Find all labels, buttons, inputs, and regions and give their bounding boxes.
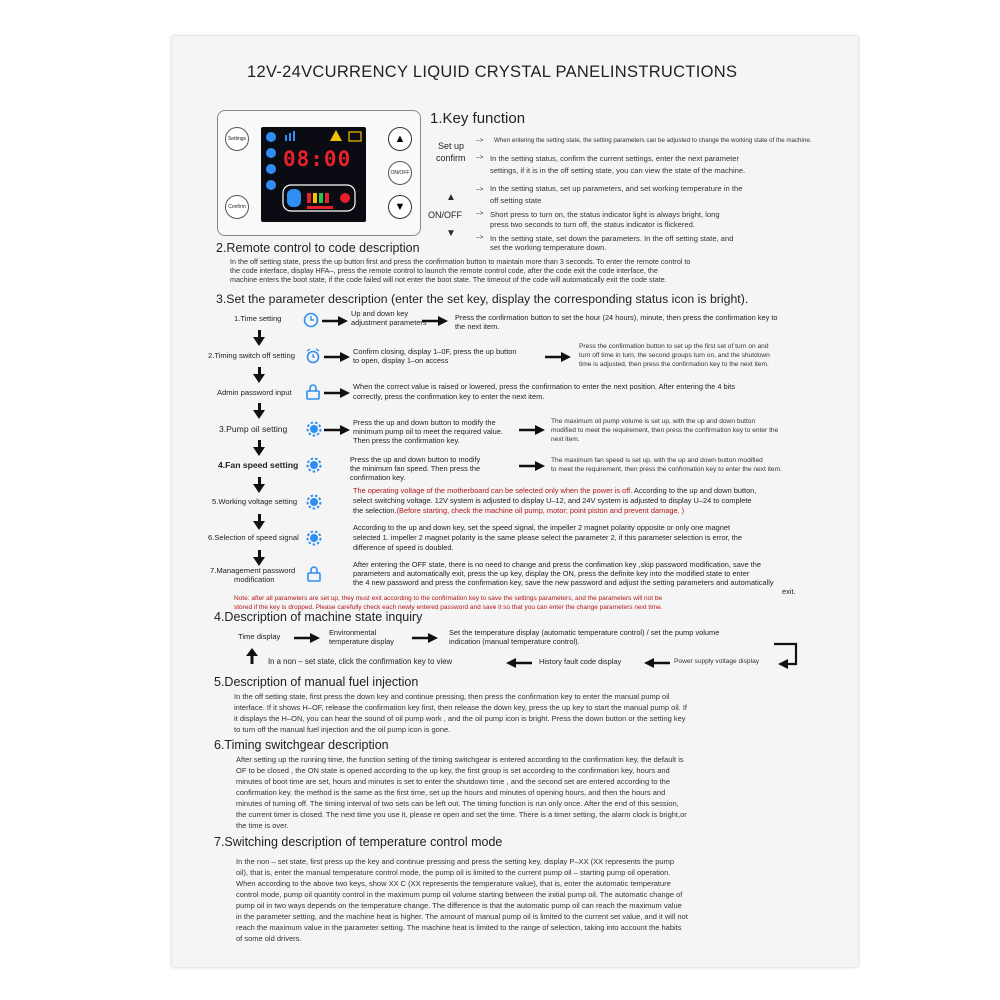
left-arrow-icon [506, 658, 532, 668]
page-title: 12V-24VCURRENCY LIQUID CRYSTAL PANELINSTRUCTIONS [247, 63, 738, 81]
section-7-heading: 7.Switching description of temperature control mode [214, 835, 503, 849]
onoff-button-illustration: ON/OFF [388, 161, 412, 185]
fan-speed-right-1: The maximum fan speed is set up, with the up and down button modified [551, 457, 763, 464]
lcd-icons [261, 127, 366, 222]
working-voltage-label: 5.Working voltage setting [212, 497, 298, 506]
section-5-line-4: to turn off the manual fuel injection and the oil pump icon is gone. [234, 725, 451, 734]
control-panel-illustration [217, 110, 421, 236]
signal-icon [285, 135, 287, 141]
flame-bars [307, 193, 333, 209]
power-voltage-label: Power supply voltage display [674, 658, 760, 665]
pump-oil-right-1: The maximum oil pump volume is set up, with the up and down button [551, 418, 756, 425]
section-5-heading: 5.Description of manual fuel injection [214, 675, 419, 689]
key-up-desc-1: In the setting status, set up parameters, and set working temperature in the [490, 184, 743, 193]
gear-icon [306, 530, 322, 546]
section-2-line-1: In the off setting state, press the up button first and press the confirmation button to maintain more than 3 seconds. To enter the remote control to [230, 257, 691, 266]
password-mod-label-1: 7.Management password [210, 566, 296, 575]
section-2-heading: 2.Remote control to code description [216, 241, 420, 255]
password-mod-line-3: the 4 new password and press the confirmation key, save the new password and adjust the setting parameters and automatically [353, 578, 774, 587]
pump-oil-mid-2: minimum pump oil to meet the required value. [353, 427, 503, 436]
key-onoff-desc-2: press two seconds to turn off, the status indicator is flickered. [490, 220, 695, 229]
arrow-glyph: –> [476, 137, 484, 144]
down-button-illustration [388, 195, 412, 219]
warning-icon [330, 130, 342, 141]
settings-note-1: Note: after all parameters are set up, they must exit according to the confirmation key to save the settings parameters, and the parameters will not be [234, 595, 663, 602]
time-setting-mid-2: adjustment parameters [351, 318, 427, 327]
section-7-line-1: In the non – set state, first press up the key and continue pressing and press the setting key, display P–XX (XX represents the pump [236, 857, 675, 866]
time-setting-right-1: Press the confirmation button to set the hour (24 hours), minute, then press the confirmation key to [455, 313, 778, 322]
confirm-label: confirm [436, 153, 466, 163]
timing-switch-right-2: turn off time in turn, the second groups turn on, and the shutdown [579, 352, 770, 359]
time-setting-mid-1: Up and down key [351, 309, 409, 318]
section-6-line-5: minutes of turning off. The timing interval of two sets can be left out. The timing function is run only once. After the end of this session, [236, 799, 679, 808]
timing-switch-mid-2: to open, display 1–on access [353, 356, 449, 365]
fan-speed-right-2: to meet the requirement, then press the confirmation key to enter the next item. [551, 466, 782, 473]
clock-icon [266, 148, 276, 158]
time-setting-right-2: the next item. [455, 322, 500, 331]
up-button-illustration [388, 127, 412, 151]
section-6-line-1: After setting up the running time, the function setting of the timing switchgear is entered according to the confirmation key, the default is [236, 755, 684, 764]
down-triangle-icon: ▼ [446, 228, 456, 239]
speed-signal-line-3: difference of speed is doubled. [353, 543, 454, 552]
working-voltage-line-3: the selection.(Before starting, check the machine oil pump, motor; point piston and prevent damage. ) [353, 506, 685, 515]
speed-signal-line-2: selected 1. impeller 2 magnet polarity is the same please select the parameter 2, if this parameter selection is error, the [353, 533, 743, 542]
return-arrow-icon [772, 640, 802, 670]
admin-password-desc-1: When the correct value is raised or lowered, press the confirmation to enter the next position. After entering the 4 bits [353, 382, 736, 391]
history-fault-label: History fault code display [539, 657, 622, 666]
admin-password-desc-2: correctly, press the confirmation key to enter the next item. [353, 392, 545, 401]
key-up-desc-2: off setting state [490, 196, 542, 205]
speed-signal-line-1: According to the up and down key, set the speed signal, the impeller 2 magnet polarity opposite or only one magnet [353, 523, 731, 532]
key-onoff-desc-1: Short press to turn on, the status indicator light is always bright, long [490, 210, 720, 219]
section-7-line-7: reach the maximum value in the parameter setting. The machine heat is limited to the range of selection, taking into account the habits [236, 923, 682, 932]
key-down-desc-2: set the working temperature down. [490, 243, 607, 252]
password-mod-line-1: After entering the OFF state, there is no need to change and press the confimation key ,skip password modification, save the [353, 560, 761, 569]
up-triangle-icon: ▲ [446, 192, 456, 203]
section-6-line-4: confirmation key. the method is the same as the first time, set up the hours and minutes of opening hours, and then the hours and [236, 788, 666, 797]
right-arrow-icon [324, 352, 350, 362]
section-5-line-3: it displays the H–ON, you can hear the sound of oil pump work , and the oil pump icon is bright. Press the down button or the setting key [234, 714, 686, 723]
section-6-line-2: OF to be closed , the ON state is opened according to the up key, the first group is set according to the confirmation key, hours and [236, 766, 670, 775]
lock-icon [305, 384, 321, 400]
fan-speed-mid-1: Press the up and down button to modify [350, 455, 481, 464]
timing-switch-right-1: Press the confirmation button to set up the first set of turn on and [579, 343, 769, 350]
section-6-heading: 6.Timing switchgear description [214, 738, 389, 752]
gear-icon [306, 457, 322, 473]
triangle-up-icon: ▲ [394, 133, 406, 145]
triangle-down-icon: ▼ [394, 201, 406, 213]
right-arrow-icon [322, 316, 348, 326]
pump-icon [340, 193, 350, 203]
gear-icon [266, 164, 276, 174]
onoff-label: ON/OFF [428, 210, 462, 220]
down-arrow-icon [253, 410, 265, 419]
right-arrow-icon [294, 633, 320, 643]
fan-speed-mid-2: the minimum fan speed. Then press the [350, 464, 481, 473]
section-7-line-6: in the parameter setting, and the machine heat is higher. The amount of manual pump oil is limited to the current set value, and it will not [236, 912, 688, 921]
fan-icon-large [287, 189, 301, 207]
settings-note-2: stored if the key is dropped. Please carefully check each newly entered password and save it so that you can enter the change parameters next time. [234, 604, 663, 611]
alarm-clock-icon [305, 348, 321, 364]
section-7-line-8: of some old drivers. [236, 934, 302, 943]
section-1-heading: 1.Key function [430, 110, 526, 127]
right-arrow-icon [519, 461, 545, 471]
key-down-desc-1: In the setting state, set down the parameters. In the off setting state, and [490, 234, 734, 243]
working-voltage-line-2: select switching voltage. 12V system is adjusted to display U–12, and 24V system is adjusted to display U–24 to complete [353, 496, 752, 505]
gear-icon [306, 421, 322, 437]
fan-speed-label: 4.Fan speed setting [218, 460, 299, 470]
startup-warning: (Before starting, check the machine oil pump, motor; point piston and prevent damage. ) [396, 506, 685, 515]
down-arrow-icon [253, 557, 265, 566]
lock-icon [306, 566, 322, 582]
clock-icon [303, 312, 319, 328]
section-6-line-6: the current timer is closed. The next time you use it, please re open and set the time. There is a timer setting, the alarm clock is bright,or [236, 810, 687, 819]
timing-switch-right-3: time is adjusted, then press the confirmation key to the next item. [579, 361, 769, 368]
right-arrow-icon [324, 425, 350, 435]
key-confirm-desc-2: settings, if it is in the off setting state, you can view the state of the machine. [490, 166, 746, 175]
env-temp-label-1: Environmental [329, 628, 377, 637]
setup-label: Set up [438, 141, 465, 151]
admin-password-label: Admin password input [217, 388, 292, 397]
sun-icon [266, 132, 276, 142]
down-arrow-icon [253, 484, 265, 493]
working-voltage-line-1: The operating voltage of the motherboard can be selected only when the power is off. According to the up and down button, [353, 486, 757, 495]
section-7-line-4: control mode, pump oil quantity control in the maximum pump oil volume starting between the initial pump oil. The automatic change of [236, 890, 683, 899]
right-arrow-icon [519, 425, 545, 435]
right-arrow-icon [412, 633, 438, 643]
time-display-label: Time display [238, 632, 281, 641]
section-7-line-5: pump oil in two ways depends on the temperature change. The difference is that the automatic pump oil can reach the maximum value [236, 901, 682, 910]
battery-icon [349, 132, 361, 141]
timing-switch-mid-1: Confirm closing, display 1–0F, press the up button [353, 347, 517, 356]
section-2-line-3: machine enters the boot state, if the code failed will not enter the boot state. The timeout of the code will automatically exit the code state. [230, 275, 667, 284]
section-3-heading: 3.Set the parameter description (enter the set key, display the corresponding status icon is bright). [216, 292, 749, 306]
pump-oil-label: 3.Pump oil setting [219, 424, 288, 434]
right-arrow-icon [324, 388, 350, 398]
section-6-line-3: minutes of boot time are set, hours and minutes is set to enter the shutdown time , and the second set are entered according to the [236, 777, 671, 786]
password-mod-line-4: exit. [782, 587, 796, 596]
confirm-button-illustration: Confirm [225, 195, 249, 219]
section-5-line-1: In the off setting state, first press the down key and continue pressing, then press the confirmation key to enter the manual pump oil [234, 692, 670, 701]
up-arrow-icon [246, 648, 258, 664]
time-setting-label: 1.Time setting [234, 314, 282, 323]
section-6-line-7: the time is over. [236, 821, 289, 830]
password-mod-label-2: modification [234, 575, 275, 584]
timing-switch-label: 2.Timing switch off setting [208, 351, 295, 360]
env-temp-label-2: temperature display [329, 637, 394, 646]
non-set-state-label: In a non – set state, click the confirmation key to view [268, 657, 453, 666]
pump-oil-right-3: next item. [551, 436, 580, 443]
lcd-screen [261, 127, 366, 222]
settings-button-illustration: Settings [225, 127, 249, 151]
left-arrow-icon [644, 658, 670, 668]
down-arrow-icon [253, 447, 265, 456]
key-setup-desc: When entering the setting state, the setting parameters can be adjusted to change the working state of the machine. [494, 137, 812, 144]
fan-icon [266, 180, 276, 190]
section-7-line-2: oil), that is, enter the manual temperature control mode, the pump oil is limited to the current pump oil – starting pump oil operation. [236, 868, 671, 877]
down-arrow-icon [253, 337, 265, 346]
instruction-sheet: 12V-24VCURRENCY LIQUID CRYSTAL PANELINSTRUCTIONS Settings Confirm 08:00 ▲ ON/OFF ▼ 1.Key function Set up confirm –> When entering the setting state, the setting parameters can be adjusted to change the working state of the machine. –> In the setting status, confirm the current settings, enter the next parameter settings, if it is in the off setting state, you can view the state of the machine. ▲ ON/OFF ▼ –> In the setting status, set up parameters, and set working temperature in the off setting state –> Short press to turn on, the status indicator light is always bright, long press two seconds to turn off, the status indicator is flickered. –> In the setting state, set down the parameters. In the off setting state, and set the working temperature down. 2.Remote control to code description In the off setting state, press the up button first and press the confirmation button to maintain more than 3 seconds. To enter the remote control to the code interface, display HFA–, press the remote control to launch the remote control code, after the code exit the code interface, the machine enters the boot state, if the code failed will not enter the boot state. The timeout of the code will automatically exit the code state. 3.Set the parameter description (enter the set key, display the corresponding status icon is bright). 1.Time setting Up and down key adjustment parameters Press the confirmation button to set the hour (24 hours), minute, then press the confirmation key to the next item. 2.Timing switch off setting Confirm closing, display 1–0F, press the up button to open, display 1–on access Press the confirmation button to set up the first set of turn on and turn off time in turn, the second groups turn on, and the shutdown time is adjusted, then press the confirmation key to the next item. Admin password input When the correct value is raised or lowered, press the confirmation to enter the next position. After entering the 4 bits correctly, press the confirmation key to enter the next item. 3.Pump oil setting Press the up and down button to modify the minimum pump oil to meet the required value. Then press the confirmation key. The maximum oil pump volume is set up, with the up and down button modified to meet the requirement, then press the confirmation key to enter the next item. 4.Fan speed setting Press the up and down button to modify the minimum fan speed. Then press the confirmation key. The maximum fan speed is set up, with the up and down button modified to meet the requirement, then press the confirmation key to enter the next item. 5.Working voltage setting The operating voltage of the motherboard can be selected only when the power is off. According to the up and down button, select switching voltage. 12V system is adjusted to display U–12, and 24V system is adjusted to display U–24 to complete the selection.(Before starting, check the machine oil pump, motor; point piston and prevent damage. ) 6.Selection of speed signal According to the up and down key, set the speed signal, the impeller 2 magnet polarity opposite or only one magnet selected 1. impeller 2 magnet polarity is the same please select the parameter 2, if this parameter selection is error, the difference of speed is doubled. 7.Management password modification After entering the OFF state, there is no need to change and press the confimation key ,skip password modification, save the parameters and automatically exit, press the up key, display the ON, press the definite key into the modified state to enter the 4 new password and press the confirmation key, save the new password and adjust the setting parameters and automatically exit. Note: after all parameters are set up, they must exit according to the confirmation key to save the settings parameters, and the parameters will not be stored if the key is dropped. Please carefully check each newly entered password and save it so that you can enter the change parameters next time. 4.Description of machine state inquiry Time display Environmental temperature display Set the temperature display (automatic temperature control) / set the pump volume indication (manual temperature control). In a non – set state, click the confirmation key to view History fault code display Power supply voltage display 5.Description of manual fuel injection In the off setting state, first press the down key and continue pressing, then press the confirmation key to enter the manual pump oil interface. If it shows H–OF, release the confirmation key first, then release the down key, press the up key to start the manual pump oil. If it displays the H–ON, you can hear the sound of oil pump work , and the oil pump icon is bright. Press the down button or the setting key to turn off the manual fuel injection and the oil pump icon is gone. 6.Timing switchgear description After setting up the running time, the function setting of the timing switchgear is entered according to the confirmation key, the default is OF to be closed , the ON state is opened according to the up key, the first group is set according to the confirmation key, hours and minutes of boot time are set, hours and minutes is set to enter the shutdown time , and the second set are entered according to the confirmation key. the method is the same as the first time, set up the hours and minutes of opening hours, and then the hours and minutes of turning off. The timing interval of two sets can be left out. The timing function is run only once. After the end of this session, the current timer is closed. The next time you use it, please re open and set the time. There is a timer setting, the alarm clock is bright,or the time is over. 7.Switching description of temperature control mode In the non – set state, first press up the key and continue pressing and press the setting key, display P–XX (XX represents the pump oil), that is, enter the manual temperature control mode, the pump oil is limited to the current pump oil – starting pump oil operation. When according to the above two keys, show XX C (XX represents the temperature value), that is, enter the automatic temperature control mode, pump oil quantity control in the maximum pump oil volume starting between the initial pump oil. The automatic change of pump oil in two ways depends on the temperature change. The difference is that the automatic pump oil can reach the maximum value in the parameter setting, and the machine heat is higher. The amount of manual pump oil is limited to the current set value, and it will not reach the maximum value in the parameter setting. The machine heat is limited to the range of selection, taking into account the habits of some old drivers. [172, 36, 858, 967]
pump-oil-right-2: modified to meet the requirement, then press the confirmation key to enter the [551, 427, 779, 434]
fan-speed-mid-3: confirmation key. [350, 473, 406, 482]
right-arrow-icon [545, 352, 571, 362]
pump-oil-mid-1: Press the up and down button to modify the [353, 418, 496, 427]
pump-oil-mid-3: Then press the confirmation key. [353, 436, 460, 445]
section-7-line-3: When according to the above two keys, show XX C (XX represents the temperature value), that is, enter the automatic temperature [236, 879, 671, 888]
down-arrow-icon [253, 521, 265, 530]
time-readout: 08:00 [283, 147, 352, 171]
voltage-warning: The operating voltage of the motherboard can be selected only when the power is off. [353, 486, 633, 495]
section-2-line-2: the code interface, display HFA–, press the remote control to launch the remote control code, after the code exit the code interface, the [230, 266, 658, 275]
right-arrow-icon [422, 316, 448, 326]
speed-signal-label: 6.Selection of speed signal [208, 533, 299, 542]
section-5-line-2: interface. If it shows H–OF, release the confirmation key first, then release the down key, press the up key to start the manual pump oil. If [234, 703, 687, 712]
gear-icon [306, 494, 322, 510]
set-temp-display-2: indication (manual temperature control). [449, 637, 580, 646]
password-mod-line-2: parameters and automatically exit, press the up key, display the ON, press the definite key into the modified state to enter [353, 569, 750, 578]
section-4-heading: 4.Description of machine state inquiry [214, 610, 423, 624]
down-arrow-icon [253, 374, 265, 383]
key-confirm-desc-1: In the setting status, confirm the current settings, enter the next parameter [490, 154, 740, 163]
set-temp-display-1: Set the temperature display (automatic temperature control) / set the pump volume [449, 628, 720, 637]
